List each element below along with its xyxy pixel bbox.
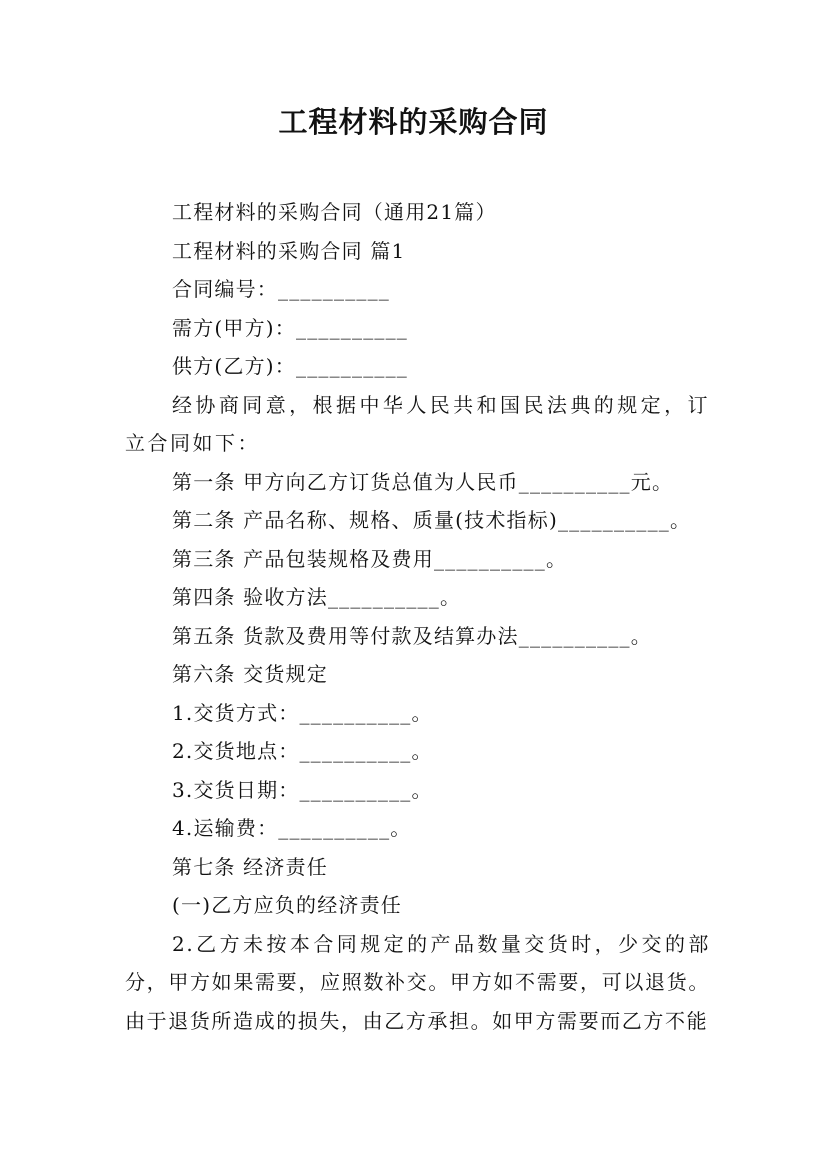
paragraph-buyer: 需方(甲方)：__________: [172, 315, 409, 340]
paragraph-preamble: 经协商同意，根据中华人民共和国民法典的规定，订立合同如下：: [125, 392, 710, 455]
paragraph-section-heading: 工程材料的采购合同 篇1: [172, 238, 406, 263]
document-title: 工程材料的采购合同: [278, 105, 549, 139]
paragraph-delivery-date: 3.交货日期：__________。: [172, 777, 433, 802]
paragraph-supplier-liability: (一)乙方应负的经济责任: [172, 893, 403, 917]
paragraph-subtitle: 工程材料的采购合同（通用21篇）: [172, 200, 497, 224]
paragraph-article-1: 第一条 甲方向乙方订货总值为人民币__________元。: [172, 469, 674, 494]
paragraph-article-7: 第七条 经济责任: [172, 854, 328, 879]
paragraph-article-5: 第五条 货款及费用等付款及结算办法__________。: [172, 623, 652, 648]
paragraph-delivery-method: 1.交货方式：__________。: [172, 700, 433, 725]
paragraph-article-3: 第三条 产品包装规格及费用__________。: [172, 546, 568, 571]
paragraph-liability-item-2: 2.乙方未按本合同规定的产品数量交货时，少交的部分，甲方如果需要，应照数补交。甲方如不需要，可以退货。由于退货所造成的损失，由乙方承担。如甲方需要而乙方不能: [125, 931, 710, 1033]
paragraph-article-4: 第四条 验收方法__________。: [172, 585, 462, 609]
paragraph-article-6: 第六条 交货规定: [172, 662, 328, 686]
paragraph-transport-fee: 4.运输费：__________。: [172, 816, 412, 840]
paragraph-delivery-place: 2.交货地点：__________。: [172, 739, 433, 763]
document-body: [125, 193, 710, 1040]
paragraph-contract-number: 合同编号：__________: [172, 277, 390, 301]
paragraph-supplier: 供方(乙方)：__________: [172, 354, 409, 378]
paragraph-article-2: 第二条 产品名称、规格、质量(技术指标)__________。: [172, 508, 692, 532]
